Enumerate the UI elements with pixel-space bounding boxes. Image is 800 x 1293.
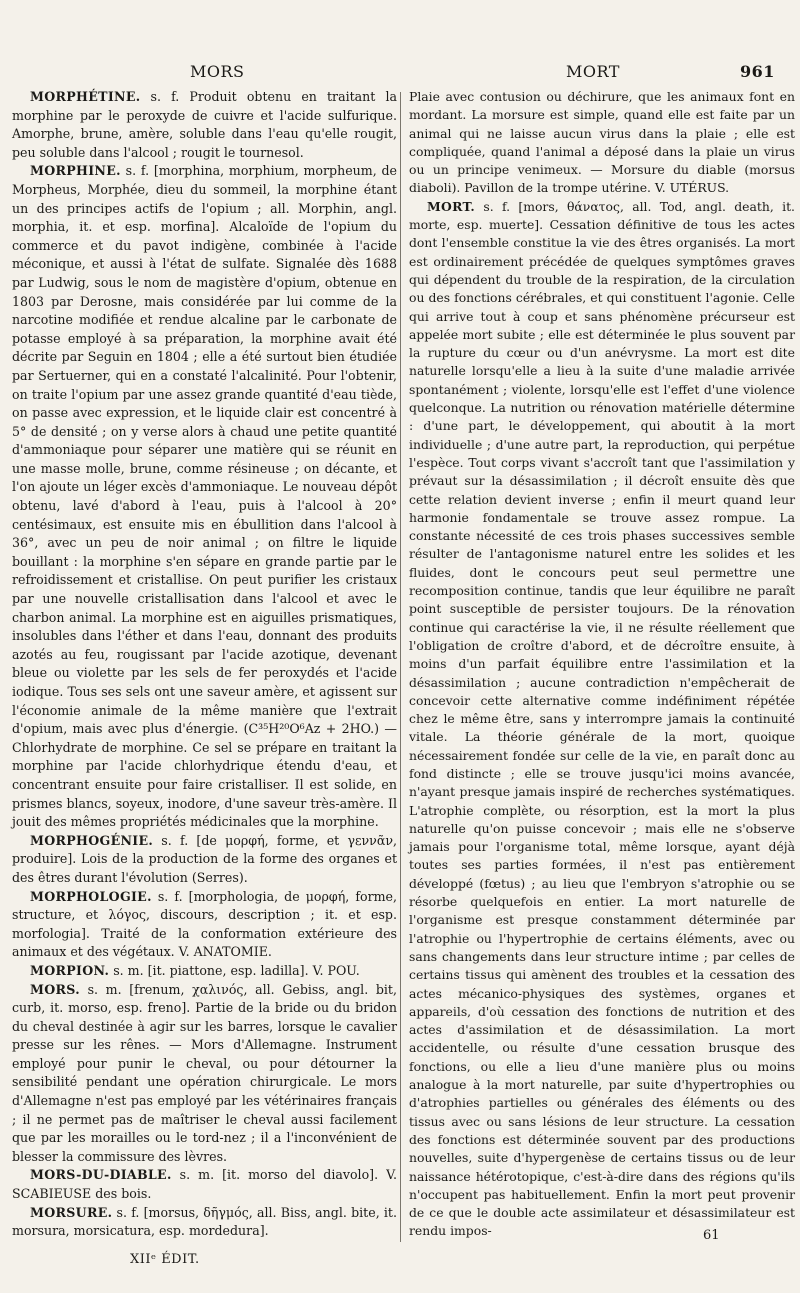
dictionary-entry [12, 962, 397, 981]
dictionary-entry [12, 888, 397, 962]
entry-text: s. f. [de μορφή, forme, et γεννᾶν, produire]. Lois de la production de la forme des organes et des êtres durant l'évolution (Serres). [12, 832, 397, 885]
dictionary-entry [12, 1166, 397, 1203]
dictionary-entry [12, 162, 397, 831]
entry-headword: MORPHOLOGIE. [30, 888, 152, 904]
column-divider [400, 92, 401, 1242]
entry-text: s. f. [morsus, δῆγμός, all. Biss, angl. bite, it. morsura, morsicatura, esp. mordedura]. [12, 1204, 397, 1239]
entry-headword: MORPHOGÉNIE. [30, 832, 154, 848]
entry-headword: MORS-DU-DIABLE. [30, 1167, 172, 1183]
entry-text: s. f. [mors, θάνατος, all. Tod, angl. death, it. morte, esp. muerte]. Cessation définitive de tous les actes dont l'ensemble constitue la vie des êtres organisés. La mort est ordinairement précédée de quelques symptômes graves qui dépendent du trouble de la respiration, de la circulation ou des fonctions cérébrales, et qui constituent l'agonie. Celle qui arrive tout à coup et sans phénomène précurseur est appelée mort subite ; elle est déterminée le plus souvent par la rupture du cœur ou d'un anévrysme. La mort est dite naturelle lorsqu'elle a lieu à la suite d'une maladie arrivée spontanément ; violente, lorsqu'elle est l'effet d'une violence quelconque. La nutrition ou rénovation matérielle détermine : d'une part, le développement, qui aboutit à la mort individuelle ; d'une autre part, la reproduction, qui perpétue l'espèce. Tout corps vivant s'accroît tant que l'assimilation y prévaut sur la désassimilation ; il décroît ensuite dès que cette relation devient inverse ; enfin il meurt quand leur harmonie fondamentale se trouve assez rompue. La constante nécessité de ces trois phases successives semble résulter de l'antagonisme naturel entre les solides et les fluides, dont le concours peut seul permettre une recomposition continue, tandis que leur équilibre ne paraît point susceptible de persister toujours. De la rénovation continue qui caractérise la vie, il ne résulte réellement que l'obligation de croître d'abord, et de décroître ensuite, à moins d'un parfait équilibre entre l'assimilation et la désassimilation ; aucune contradiction n'empêcherait de concevoir cette alternative comme indéfiniment répétée chez le même être, sans y interrompre jamais la continuité vitale. La théorie générale de la mort, quoique nécessairement fondée sur celle de la vie, en paraît donc au fond distincte ; elle se trouve jusqu'ici moins avancée, n'ayant presque jamais inspiré de recherches systématiques. L'atrophie complète, ou résorption, est la mort la plus naturelle qu'on puisse concevoir ; mais elle ne s'observe jamais pour l'organisme total, même lorsque, ayant déjà toutes ses parties formées, il n'est pas entièrement développé (fœtus) ; au lieu que l'embryon s'atrophie ou se résorbe quelquefois en entier. La mort naturelle de l'organisme est presque constamment déterminée par l'atrophie ou l'hypertrophie de certains éléments, avec ou sans changements dans leur structure intime ; par celles de certains tissus qui amènent des troubles et la cessation des actes mécanico-physiques des systèmes, organes et appareils, d'où cessation des fonctions de nutrition et des actes d'assimilation et de désassimilation. La mort accidentelle, ou résulte d'une cessation brusque des fonctions, ou elle a lieu d'une manière plus ou moins analogue à la mort naturelle, par suite d'hypertrophies ou d'atrophies partielles ou générales des éléments ou des tissus avec ou sans lésions de leur structure. La cessation des fonctions est déterminée souvent par des productions nouvelles, suite d'hypergenèse de certains tissus ou de leur naissance hétérotopique, c'est-à-dire dans des régions qu'ils n'occupent pas habituellement. Enfin la mort peut provenir de ce que le double acte assimilateur et désassimilateur est rendu impos- [409, 198, 795, 1239]
running-header [0, 62, 800, 86]
entry-headword: MORPION. [30, 962, 110, 978]
entry-text: s. f. [morphologia, de μορφή, forme, structure, et λόγος, discours, description ; it. et esp. morfologia]. Traité de la conformation extérieure des animaux et des végétaux. V. ANATOMIE. [12, 888, 397, 960]
signature-number: 61 [703, 1228, 720, 1243]
dictionary-entry [409, 88, 795, 198]
dictionary-entry [12, 832, 397, 888]
entry-headword: MORSURE. [30, 1204, 113, 1220]
dictionary-entry [12, 981, 397, 1167]
entry-text: s. m. [it. morso del diavolo]. V. SCABIEUSE des bois. [12, 1167, 397, 1202]
page-number: 961 [740, 62, 775, 81]
edition-mark: XIIᵉ ÉDIT. [130, 1252, 200, 1267]
entry-text: Plaie avec contusion ou déchirure, que les animaux font en mordant. La morsure est simple, quand elle est faite par un animal qui ne laisse aucun virus dans la plaie ; elle est compliquée, quand l'animal a déposé dans la plaie un virus ou un principe venimeux. — Morsure du diable (morsus diaboli). Pavillon de la trompe utérine. V. UTÉRUS. [409, 89, 795, 196]
entry-text: s. f. Produit obtenu en traitant la morphine par le peroxyde de cuivre et l'acide sulfurique. Amorphe, brune, amère, soluble dans l'eau qu'elle rougit, peu soluble dans l'alcool ; rougit le tournesol. [12, 89, 397, 160]
right-column [409, 88, 795, 1241]
entry-headword: MORT. [427, 198, 476, 214]
header-left-guideword: MORS [190, 62, 245, 81]
dictionary-entry [12, 1204, 397, 1241]
header-right-guideword: MORT [566, 62, 620, 81]
dictionary-entry [12, 88, 397, 162]
left-column [12, 88, 397, 1241]
entry-text: s. m. [it. piattone, esp. ladilla]. V. POU. [109, 962, 360, 978]
dictionary-entry [409, 198, 795, 1241]
entry-text: s. m. [frenum, χαλινός, all. Gebiss, angl. bit, curb, it. morso, esp. freno]. Partie de la bride ou du bridon du cheval destinée à agir sur les barres, lorsque le cavalier presse sur les rênes. — Mors d'Allemagne. Instrument employé pour punir le cheval, ou pour détourner la sensibilité pendant une opération chirurgicale. Le mors d'Allemagne n'est pas employé par les vétérinaires français ; il ne permet pas de maîtriser le cheval aussi facilement que par les morailles ou le tord-nez ; il a l'inconvénient de blesser la commissure des lèvres. [12, 981, 397, 1164]
entry-headword: MORS. [30, 981, 80, 997]
entry-headword: MORPHÉTINE. [30, 89, 141, 104]
entry-headword: MORPHINE. [30, 163, 121, 179]
entry-text: s. f. [morphina, morphium, morpheum, de Morpheus, Morphée, dieu du sommeil, la morphine étant un des principes actifs de l'opium ; all. Morphin, angl. morphia, it. et esp. morfina]. Alcaloïde de l'opium du commerce et du pavot indigène, combinée à l'acide méconique, et aussi à l'état de sulfate. Signalée dès 1688 par Ludwig, sous le nom de magistère d'opium, obtenue en 1803 par Derosne, mais considérée par lui comme de la narcotine modifiée et rendue alcaline par le carbonate de potasse employé à sa préparation, la morphine avait été décrite par Seguin en 1804 ; elle a été surtout bien étudiée par Sertuerner, qui en a constaté l'alcalinité. Pour l'obtenir, on traite l'opium par une assez grande quantité d'eau tiède, on passe avec expression, et le liquide clair est concentré à 5° de densité ; on y verse alors à chaud une petite quantité d'ammoniaque pour séparer une matière qui se réunit en une masse molle, brune, comme résineuse ; on décante, et l'on ajoute un léger excès d'ammoniaque. Le nouveau dépôt obtenu, lavé d'abord à l'eau, puis à l'alcool à 20° centésimaux, est ensuite mis en ébullition dans l'alcool à 36°, avec un peu de noir animal ; on filtre le liquide bouillant : la morphine s'en sépare en grande partie par le refroidissement et cristallise. On peut purifier les cristaux par une nouvelle cristallisation dans l'alcool et avec le charbon animal. La morphine est en aiguilles prismatiques, insolubles dans l'éther et dans l'eau, donnant des produits azotés au feu, rougissant par l'acide azotique, devenant bleue ou violette par les sels de fer peroxydés et l'acide iodique. Tous ses sels ont une saveur amère, et agissent sur l'économie animale de la même manière que l'extrait d'opium, mais avec plus d'énergie. (C³⁵H²⁰O⁶Az + 2HO.) — Chlorhydrate de morphine. Ce sel se prépare en traitant la morphine par l'acide chlorhydrique étendu d'eau, et concentrant ensuite pour faire cristalliser. Il est solide, en prismes blancs, soyeux, inodore, d'une saveur très-amère. Il jouit des mêmes propriétés médicinales que la morphine. [12, 163, 397, 830]
